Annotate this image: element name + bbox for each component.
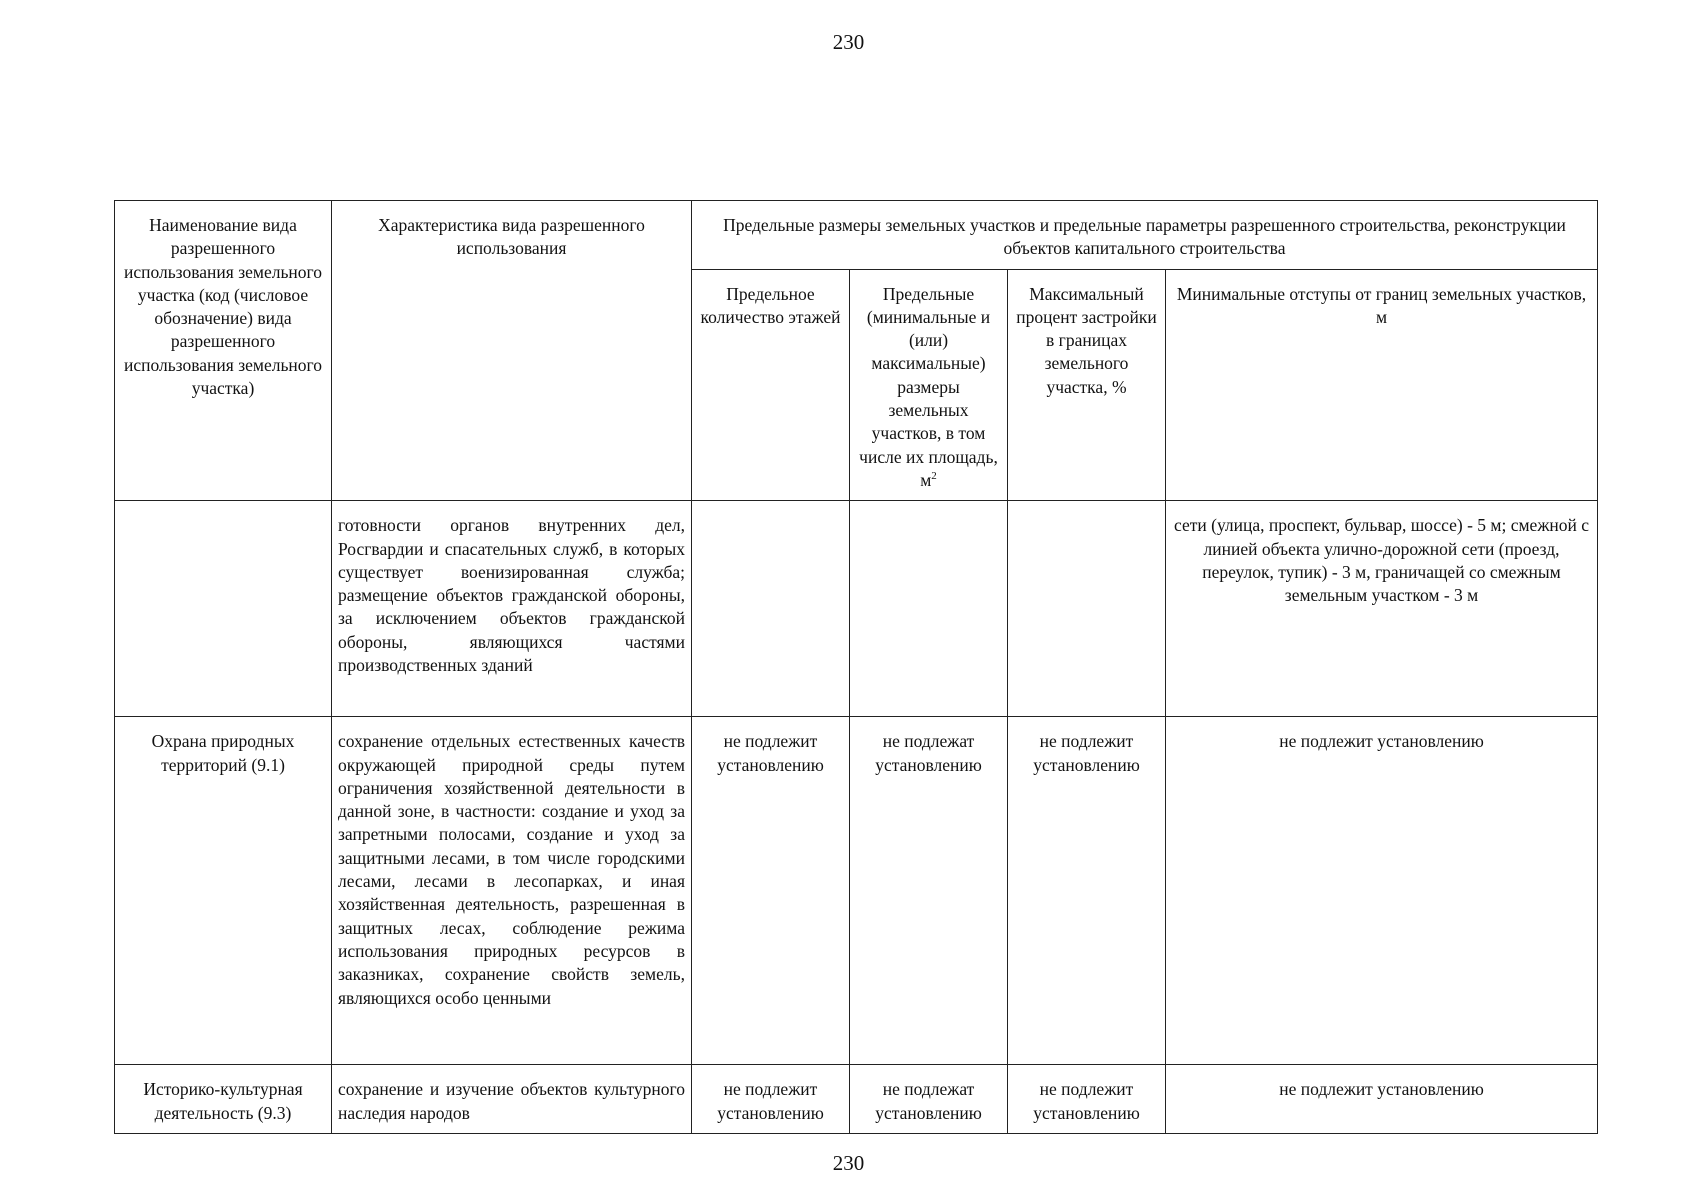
cell-use-name: Историко-культурная деятельность (9.3) (115, 1065, 332, 1134)
cell-coverage: не подлежит установлению (1008, 1065, 1166, 1134)
header-plot-sizes-sup: 2 (931, 470, 937, 483)
header-use-description: Характеристика вида разрешенного использования (332, 201, 692, 501)
page-number-bottom: 230 (832, 1151, 865, 1175)
cell-coverage: не подлежит установлению (1008, 717, 1166, 1065)
table-row (115, 1065, 1598, 1134)
header-plot-sizes-text: Предельные (минимальные и (или) максимальные) размеры земельных участков, в том числе их площадь, м (859, 283, 998, 490)
cell-coverage (1008, 501, 1166, 717)
cell-use-description: готовности органов внутренних дел, Росгвардии и спасательных служб, в которых существует военизированная служба; размещение объектов гражданской обороны, за исключением объектов гражданской обороны, являющихся частями производственных зданий (332, 501, 692, 717)
cell-sizes: не подлежат установлению (850, 717, 1008, 1065)
cell-floors (692, 501, 850, 717)
cell-setbacks: не подлежит установлению (1166, 717, 1598, 1065)
header-max-coverage: Максимальный процент застройки в границах земельного участка, % (1008, 269, 1166, 501)
table-row (115, 717, 1598, 1065)
cell-sizes: не подлежат установлению (850, 1065, 1008, 1134)
cell-use-name: Охрана природных территорий (9.1) (115, 717, 332, 1065)
cell-setbacks: не подлежит установлению (1166, 1065, 1598, 1134)
cell-use-description: сохранение и изучение объектов культурного наследия народов (332, 1065, 692, 1134)
cell-setbacks: сети (улица, проспект, бульвар, шоссе) - 5 м; смежной с линией объекта улично-дорожной сети (проезд, переулок, тупик) - 3 м, граничащей со смежным земельным участком - 3 м (1166, 501, 1598, 717)
header-limits-group: Предельные размеры земельных участков и предельные параметры разрешенного строительства, реконструкции объектов капитального строительства (692, 201, 1598, 270)
table-header-row (115, 201, 1598, 270)
header-use-name: Наименование вида разрешенного использования земельного участка (код (числовое обозначение) вида разрешенного использования земельного участка) (115, 201, 332, 501)
land-use-table (114, 200, 1598, 1134)
header-plot-sizes (850, 269, 1008, 501)
header-min-setbacks: Минимальные отступы от границ земельных участков, м (1166, 269, 1598, 501)
header-max-floors: Предельное количество этажей (692, 269, 850, 501)
page-number-top: 230 (832, 30, 865, 54)
cell-use-name (115, 501, 332, 717)
table-row (115, 501, 1598, 717)
cell-floors: не подлежит установлению (692, 717, 850, 1065)
cell-use-description: сохранение отдельных естественных качеств окружающей природной среды путем ограничения хозяйственной деятельности в данной зоне, в частности: создание и уход за запретными полосами, создание и уход за защитными лесами, в том числе городскими лесами, лесами в лесопарках, и иная хозяйственная деятельность, разрешенная в защитных лесах, соблюдение режима использования природных ресурсов в заказниках, сохранение свойств земель, являющихся особо ценными (332, 717, 692, 1065)
cell-sizes (850, 501, 1008, 717)
cell-floors: не подлежит установлению (692, 1065, 850, 1134)
